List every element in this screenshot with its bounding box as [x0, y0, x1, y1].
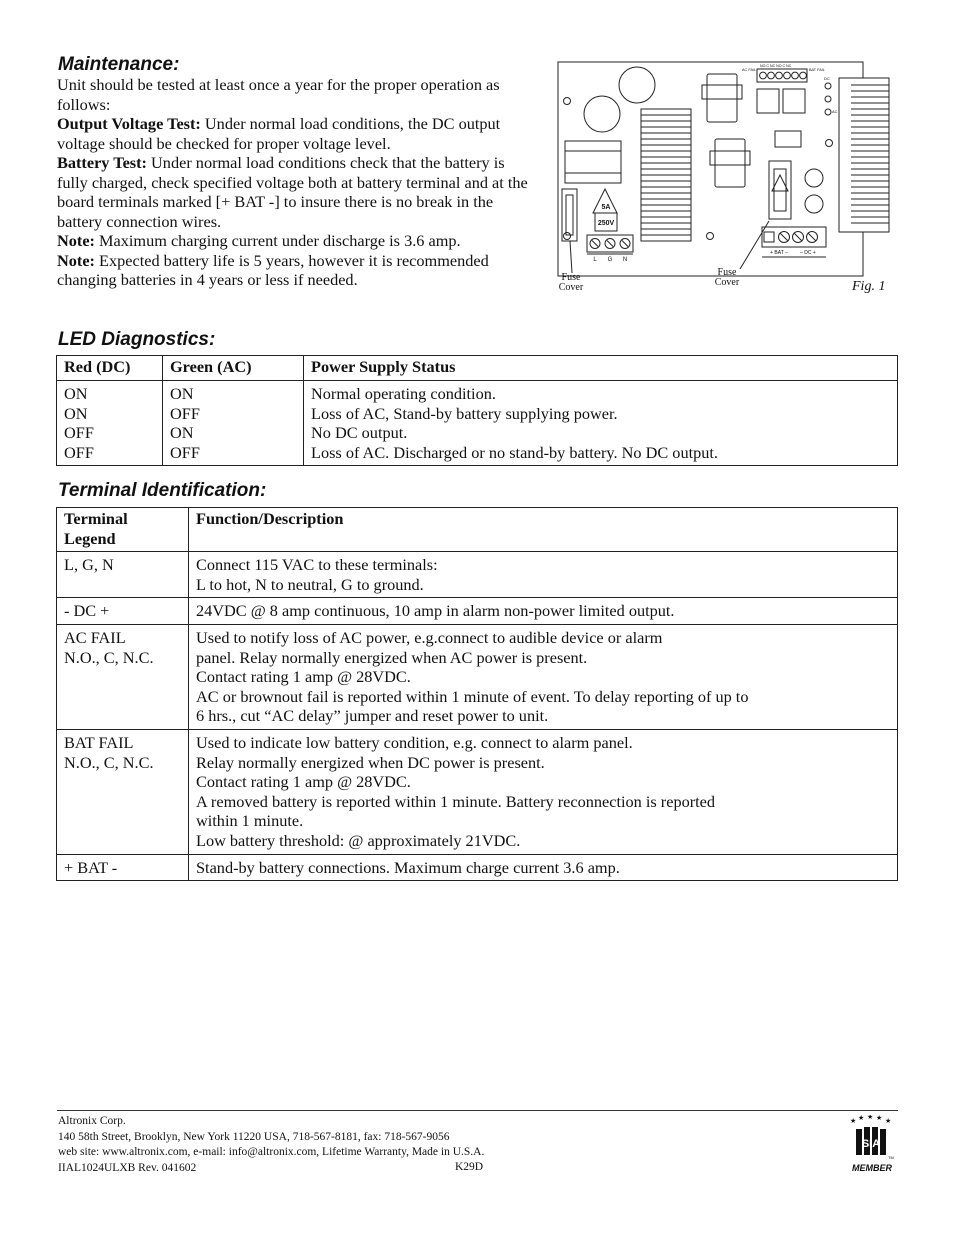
description-line: 6 hrs., cut “AC delay” jumper and reset power to unit.: [196, 706, 549, 726]
table-row: [57, 854, 898, 881]
terminal-legend: N.O., C, N.C.: [64, 647, 154, 667]
svg-text:★: ★: [850, 1117, 857, 1125]
red-value: OFF: [64, 442, 94, 462]
table-row: [57, 624, 898, 729]
terminal-description-cell: [189, 552, 898, 598]
description-line: Contact rating 1 amp @ 28VDC.: [196, 667, 411, 687]
terminal-description-cell: [189, 598, 898, 625]
description-line: panel. Relay normally energized when AC power is present.: [196, 647, 588, 667]
description-line: L to hot, N to neutral, G to ground.: [196, 574, 424, 594]
note-text: Expected battery life is 5 years, however it is recommended changing batteries in 4 years or less if needed.: [57, 250, 489, 289]
description-line: A removed battery is reported within 1 minute. Battery reconnection is reported: [196, 791, 716, 811]
terminal-legend: BAT FAIL: [64, 732, 134, 752]
description-line: Used to notify loss of AC power, e.g.connect to audible device or alarm: [196, 627, 663, 647]
sia-logo-icon: [846, 1115, 898, 1177]
maintenance-body: [57, 75, 537, 290]
table-row: [57, 381, 898, 466]
green-value: OFF: [170, 442, 200, 462]
ac-led-label: AC: [832, 109, 838, 114]
note-label: Note:: [57, 250, 95, 270]
terminal-legend-cell: [57, 598, 189, 625]
footer-company: Altronix Corp.: [58, 1115, 126, 1127]
note-label: Note:: [57, 231, 95, 250]
logo-member-text: MEMBER: [852, 1163, 892, 1173]
status-value: Normal operating condition.: [311, 384, 496, 403]
maintenance-heading: Maintenance:: [58, 54, 180, 75]
green-value: ON: [170, 384, 194, 403]
col-red-dc: Red (DC): [57, 356, 163, 381]
green-value: OFF: [170, 403, 200, 423]
svg-text:★: ★: [867, 1115, 874, 1121]
svg-text:★: ★: [876, 1115, 883, 1122]
description-line: Relay normally energized when DC power is present.: [196, 752, 545, 772]
battery-test-label: Battery Test:: [57, 153, 147, 172]
red-dc-values: [57, 381, 163, 466]
svg-text:★: ★: [858, 1115, 865, 1122]
green-value: ON: [170, 423, 194, 443]
table-header-row: [57, 508, 898, 552]
terminal-legend-cell: [57, 552, 189, 598]
terminal-description-cell: [189, 624, 898, 729]
terminal-legend-cell: [57, 729, 189, 854]
footer: [58, 1114, 484, 1176]
terminal-legend-cell: [57, 854, 189, 881]
description-line: Used to indicate low battery condition, e.g. connect to alarm panel.: [196, 732, 633, 752]
col-power-supply-status: Power Supply Status: [304, 356, 898, 381]
output-voltage-label: Output Voltage Test:: [57, 114, 201, 133]
terminal-legend: AC FAIL: [64, 627, 126, 647]
terminal-l-label: L: [593, 257, 597, 263]
description-line: Contact rating 1 amp @ 28VDC.: [196, 772, 411, 792]
col-function-description: Function/Description: [189, 508, 898, 552]
red-value: ON: [64, 403, 88, 423]
fuse-rating-volts: 250V: [597, 220, 615, 227]
col-green-ac: Green (AC): [163, 356, 304, 381]
terminal-legend-cell: [57, 624, 189, 729]
red-value: ON: [64, 384, 88, 403]
figure-caption: Fig. 1: [852, 279, 886, 294]
bat-fail-label: BAT FAIL: [809, 68, 825, 72]
description-line: Stand-by battery connections. Maximum charge current 3.6 amp.: [196, 857, 620, 877]
battery-test-text: Under normal load conditions check that the battery is fully charged, check specified voltage both at battery terminal and at the board terminals marked [+ BAT -] to insure there is no break in the battery connection wires.: [57, 153, 528, 231]
terminal-identification-table: [56, 507, 898, 881]
col-terminal-legend-line: Terminal: [64, 509, 128, 528]
description-line: AC or brownout fail is reported within 1 minute of event. To delay reporting of up to: [196, 686, 749, 706]
table-header-row: [57, 356, 898, 381]
logo-tm: TM: [888, 1155, 894, 1160]
logo-sia-text: SIA: [861, 1138, 881, 1150]
battery-test: [57, 153, 537, 231]
fuse-rating-amps: 5A: [601, 204, 611, 211]
footer-address: 140 58th Street, Brooklyn, New York 11220 USA, 718-567-8181, fax: 718-567-9056: [58, 1130, 450, 1143]
fuse-cover-label-left: Fuse Cover: [558, 272, 584, 293]
note-text: Maximum charging current under discharge is 3.6 amp.: [94, 231, 461, 250]
footer-code: K29D: [455, 1161, 484, 1173]
terminal-legend: + BAT -: [64, 857, 118, 877]
green-ac-values: [163, 381, 304, 466]
table-row: [57, 729, 898, 854]
terminal-n-label: N: [622, 257, 628, 263]
description-line: Low battery threshold: @ approximately 21VDC.: [196, 830, 521, 850]
output-voltage-text: Under normal load conditions, the DC output voltage should be checked for proper voltage level.: [57, 114, 501, 153]
status-value: No DC output.: [311, 423, 408, 443]
terminal-identification-heading: Terminal Identification:: [58, 480, 267, 501]
note-battery-life: [57, 251, 537, 290]
description-line: Connect 115 VAC to these terminals:: [196, 555, 438, 575]
status-value: Loss of AC. Discharged or no stand-by battery. No DC output.: [311, 442, 718, 462]
col-terminal-legend: [57, 508, 189, 552]
dc-led-label: DC: [824, 76, 830, 81]
maintenance-intro: Unit should be tested at least once a year for the proper operation as follows:: [57, 75, 500, 114]
dc-terminal-label: – DC +: [800, 250, 816, 256]
table-row: [57, 598, 898, 625]
footer-doc-id: IIAL1024ULXB Rev. 041602: [58, 1161, 197, 1174]
description-line: within 1 minute.: [196, 811, 304, 831]
terminal-description-cell: [189, 729, 898, 854]
board-diagram-svg: [557, 61, 897, 287]
col-terminal-legend-line: Legend: [64, 528, 116, 548]
board-diagram: [557, 61, 897, 287]
board-outline: [558, 62, 863, 276]
table-row: [57, 552, 898, 598]
relay-contacts-label: NO C NC NO C NC: [760, 64, 792, 68]
fuse-cover-label-right: Fuse Cover: [714, 267, 740, 288]
led-diagnostics-table: [56, 355, 898, 466]
terminal-description-cell: [189, 854, 898, 881]
status-values: [304, 381, 898, 466]
svg-text:★: ★: [885, 1117, 892, 1125]
description-line: 24VDC @ 8 amp continuous, 10 amp in alarm non-power limited output.: [196, 601, 675, 621]
red-value: OFF: [64, 423, 94, 443]
terminal-legend: - DC +: [64, 601, 110, 621]
bat-terminal-label: + BAT –: [770, 250, 788, 256]
footer-divider: [57, 1110, 898, 1111]
status-value: Loss of AC, Stand-by battery supplying power.: [311, 403, 618, 423]
ac-fail-label: AC FAIL: [742, 68, 757, 72]
terminal-legend: N.O., C, N.C.: [64, 752, 154, 772]
output-voltage-test: [57, 114, 537, 153]
note-charging: [57, 231, 537, 251]
terminal-legend: L, G, N: [64, 555, 114, 575]
footer-web: web site: www.altronix.com, e-mail: info@altronix.com, Lifetime Warranty, Made in U.S.A.: [58, 1146, 485, 1158]
sia-member-logo: [846, 1115, 898, 1177]
led-diagnostics-heading: LED Diagnostics:: [58, 329, 216, 350]
terminal-g-label: G: [607, 257, 613, 263]
